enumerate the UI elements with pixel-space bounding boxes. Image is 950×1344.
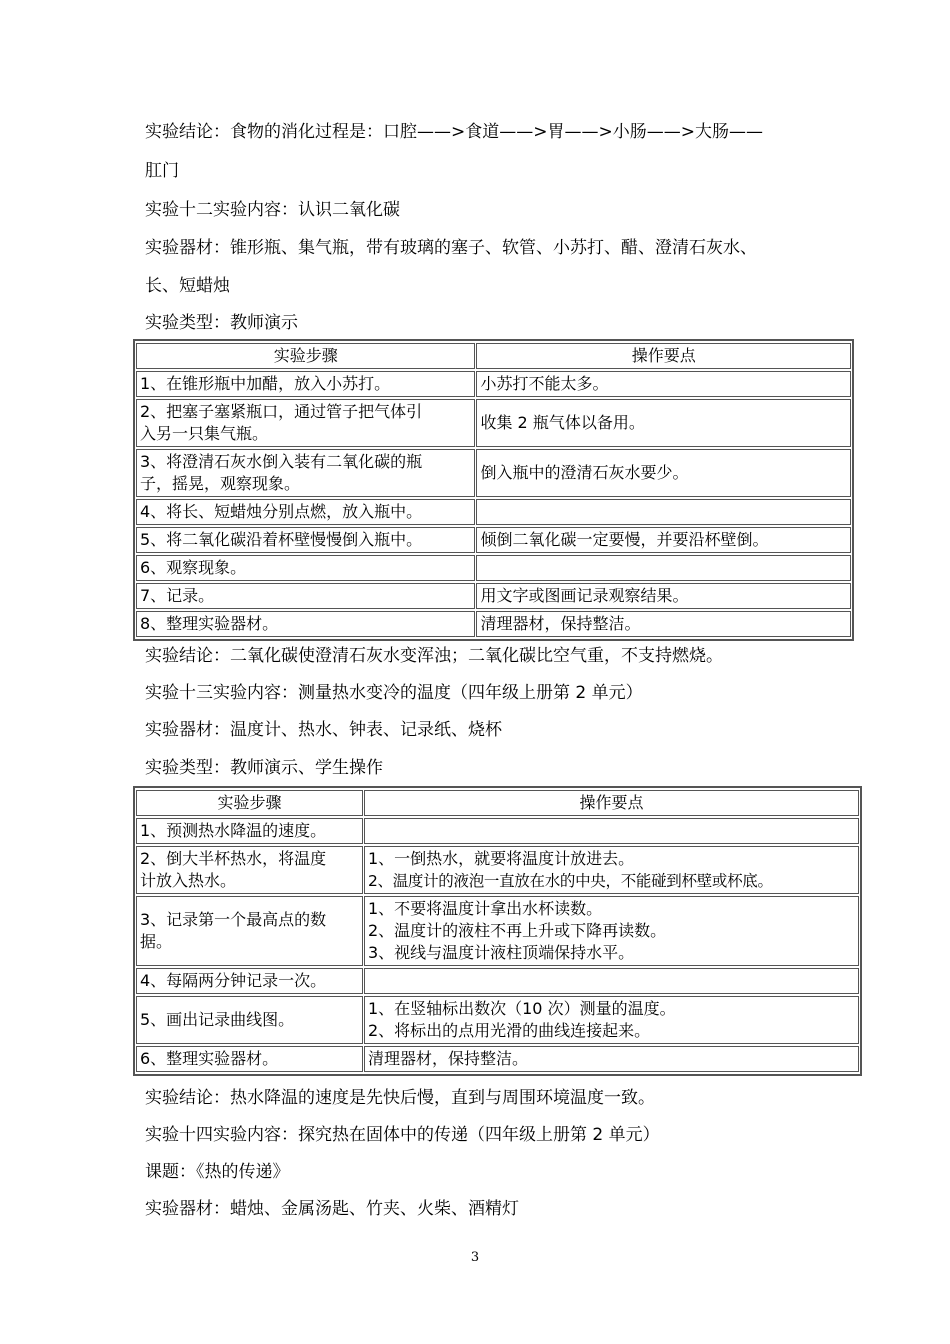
table-row [136, 371, 851, 397]
step-cell: 5、将二氧化碳沿着杯壁慢慢倒入瓶中。 [136, 527, 475, 553]
step-cell: 7、记录。 [136, 583, 475, 609]
point-cell: 清理器材，保持整洁。 [476, 611, 851, 637]
step-cell: 1、在锥形瓶中加醋，放入小苏打。 [136, 371, 475, 397]
experiment-12-conclusion: 实验结论：二氧化碳使澄清石灰水变浑浊；二氧化碳比空气重，不支持燃烧。 [145, 646, 723, 666]
step-cell: 4、将长、短蜡烛分别点燃，放入瓶中。 [136, 499, 475, 525]
step-cell: 3、将澄清石灰水倒入装有二氧化碳的瓶 子，摇晃，观察现象。 [136, 449, 475, 497]
page-number: 3 [470, 1250, 480, 1265]
conclusion-digestion: 实验结论：食物的消化过程是：口腔——>食道——>胃——>小肠——>大肠—— [145, 122, 763, 142]
table-row [136, 896, 859, 966]
table-header [136, 790, 859, 816]
step-cell: 6、观察现象。 [136, 555, 475, 581]
experiment-13-title: 实验十三实验内容：测量热水变冷的温度（四年级上册第 2 单元） [145, 683, 643, 703]
experiment-14-title: 实验十四实验内容：探究热在固体中的传递（四年级上册第 2 单元） [145, 1125, 660, 1145]
table-row [136, 846, 859, 894]
table-row [136, 499, 851, 525]
table-row [136, 818, 859, 844]
step-cell: 2、把塞子塞紧瓶口，通过管子把气体引 入另一只集气瓶。 [136, 399, 475, 447]
header-steps: 实验步骤 [136, 790, 363, 816]
point-cell: 1、一倒热水，就要将温度计放进去。 2、温度计的液泡一直放在水的中央，不能碰到杯壁或杯底。 [364, 846, 859, 894]
point-cell [476, 499, 851, 525]
table-header [136, 343, 851, 369]
experiment-12-materials: 实验器材：锥形瓶、集气瓶，带有玻璃的塞子、软管、小苏打、醋、澄清石灰水、 [145, 238, 757, 258]
step-cell: 1、预测热水降温的速度。 [136, 818, 363, 844]
experiment-12-title: 实验十二实验内容：认识二氧化碳 [145, 200, 400, 220]
step-cell: 3、记录第一个最高点的数 据。 [136, 896, 363, 966]
point-cell: 收集 2 瓶气体以备用。 [476, 399, 851, 447]
table-row [136, 583, 851, 609]
header-key-points: 操作要点 [364, 790, 859, 816]
experiment-12-materials-cont: 长、短蜡烛 [145, 276, 230, 296]
table-row [136, 555, 851, 581]
table-row [136, 996, 859, 1044]
point-cell [476, 555, 851, 581]
header-key-points: 操作要点 [476, 343, 851, 369]
experiment-12-type: 实验类型：教师演示 [145, 313, 298, 333]
table-row [136, 527, 851, 553]
point-cell: 倒入瓶中的澄清石灰水要少。 [476, 449, 851, 497]
header-steps: 实验步骤 [136, 343, 475, 369]
point-cell [364, 968, 859, 994]
experiment-13-type: 实验类型：教师演示、学生操作 [145, 758, 383, 778]
table-row [136, 968, 859, 994]
point-cell [364, 818, 859, 844]
step-cell: 2、倒大半杯热水，将温度 计放入热水。 [136, 846, 363, 894]
point-cell: 清理器材，保持整洁。 [364, 1046, 859, 1072]
point-cell: 1、在竖轴标出数次（10 次）测量的温度。 2、将标出的点用光滑的曲线连接起来。 [364, 996, 859, 1044]
experiment-13-table [133, 786, 862, 1076]
experiment-12-table [133, 339, 854, 641]
table-row [136, 449, 851, 497]
table-row [136, 1046, 859, 1072]
step-cell: 6、整理实验器材。 [136, 1046, 363, 1072]
experiment-13-conclusion: 实验结论：热水降温的速度是先快后慢，直到与周围环境温度一致。 [145, 1088, 655, 1108]
point-cell: 倾倒二氧化碳一定要慢，并要沿杯壁倒。 [476, 527, 851, 553]
step-cell: 4、每隔两分钟记录一次。 [136, 968, 363, 994]
point-cell: 小苏打不能太多。 [476, 371, 851, 397]
experiment-14-topic: 课题：《热的传递》 [145, 1162, 290, 1182]
experiment-14-materials: 实验器材：蜡烛、金属汤匙、竹夹、火柴、酒精灯 [145, 1199, 519, 1219]
point-cell: 用文字或图画记录观察结果。 [476, 583, 851, 609]
point-cell: 1、不要将温度计拿出水杯读数。 2、温度计的液柱不再上升或下降再读数。 3、视线与温度计液柱顶端保持水平。 [364, 896, 859, 966]
experiment-13-materials: 实验器材：温度计、热水、钟表、记录纸、烧杯 [145, 720, 502, 740]
table-row [136, 399, 851, 447]
table-row [136, 611, 851, 637]
step-cell: 8、整理实验器材。 [136, 611, 475, 637]
conclusion-digestion-cont: 肛门 [145, 161, 179, 181]
step-cell: 5、画出记录曲线图。 [136, 996, 363, 1044]
